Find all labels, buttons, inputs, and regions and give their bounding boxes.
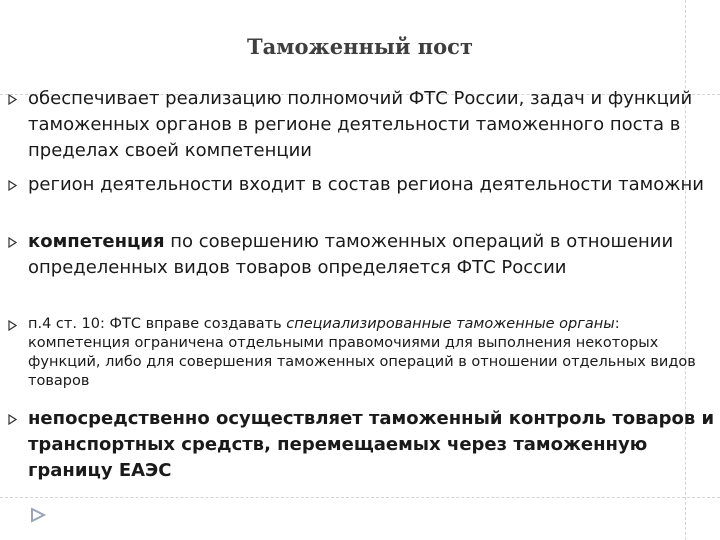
bullet-item xyxy=(28,315,718,391)
corner-arrow-icon xyxy=(29,506,47,524)
triangle-bullet-icon xyxy=(8,414,17,425)
slide-title: Таможенный пост xyxy=(247,34,473,59)
triangle-bullet-icon xyxy=(8,320,17,331)
bullet-text-suffix: : компетенция ограничена отдельными правомочиями для выполнения некоторых функций, либо для совершения таможенных операций в отношении отдельных видов товаров xyxy=(28,316,696,389)
triangle-bullet-icon xyxy=(8,237,17,248)
bullet-item: непосредственно осуществляет таможенный контроль товаров и транспортных средств, перемещаемых через таможенную границу ЕАЭС xyxy=(28,408,715,481)
bullet-item xyxy=(28,229,718,281)
bullet-text-italic: специализированные таможенные органы xyxy=(286,316,615,332)
bullet-item: обеспечивает реализацию полномочий ФТС России, задач и функций таможенных органов в регионе деятельности таможенного поста в пределах своей компетенции xyxy=(28,88,693,161)
bottom-divider xyxy=(0,497,720,498)
triangle-bullet-icon xyxy=(8,94,17,105)
bullet-item: регион деятельности входит в состав региона деятельности таможни xyxy=(28,174,704,195)
bullet-bold-term: компетенция xyxy=(28,231,165,252)
triangle-bullet-icon xyxy=(8,180,17,191)
bullet-text-prefix: п.4 ст. 10: ФТС вправе создавать xyxy=(28,316,287,332)
bullet-text: по совершению таможенных операций в отношении определенных видов товаров определяется ФТС России xyxy=(28,231,674,278)
